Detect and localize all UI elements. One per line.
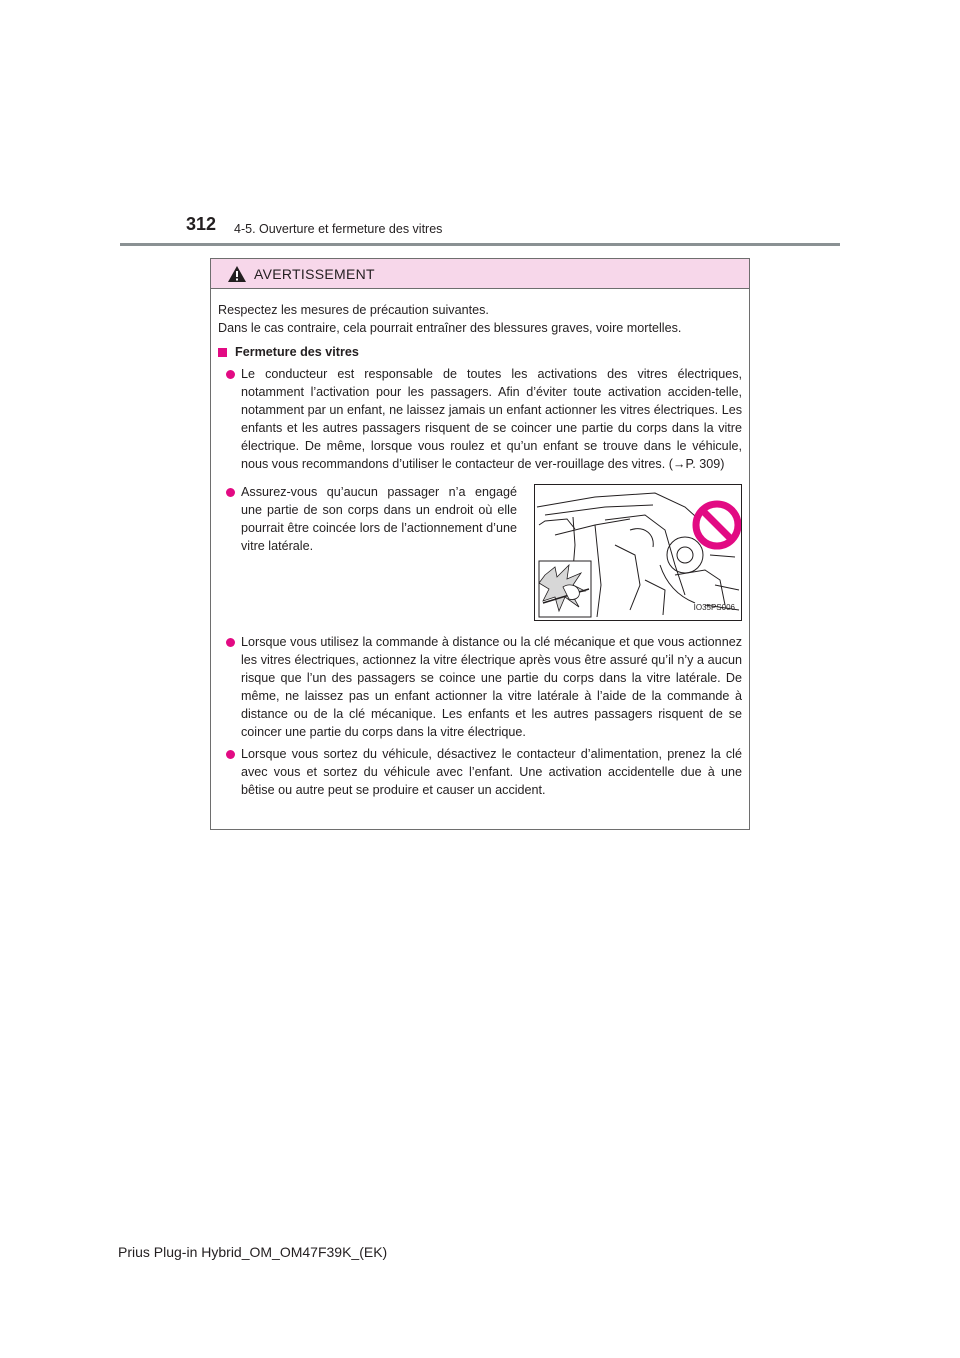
bullet-item — [218, 365, 742, 473]
warning-title: AVERTISSEMENT — [254, 265, 375, 282]
intro-line-2: Dans le cas contraire, cela pourrait entraîner des blessures graves, voire mortelles. — [218, 321, 682, 335]
square-bullet-icon — [218, 348, 227, 357]
bullet-dot-icon — [226, 638, 235, 647]
warning-intro — [218, 301, 742, 337]
warning-box — [210, 258, 750, 830]
bullet-text: Lorsque vous sortez du véhicule, désactivez le contacteur d’alimentation, prenez la clé avec vous et sortez du véhicule avec l’enfant. Une activation accidentelle due à une bêtise ou autre peut se produire et causer un accident. — [241, 747, 742, 797]
subhead-text: Fermeture des vitres — [235, 345, 359, 359]
bullet-dot-icon — [226, 488, 235, 497]
section-title: 4-5. Ouverture et fermeture des vitres — [234, 222, 443, 236]
bullet-text: Le conducteur est responsable de toutes les activations des vitres électriques, notamment l’activation pour les passagers. Afin d’éviter toute activation acciden-telle, notamment par un enfant, ne laissez jamais un enfant actionner les vitres électriques. Les enfants et les autres passagers risquent de se coincer une partie du corps dans la vitre électrique. De même, lorsque vous roulez et qu’un enfant se trouve dans le véhicule, nous vous recommandons d’utiliser le contacteur de ver-rouillage des vitres. (→P. 309) — [241, 367, 742, 471]
bullet-item-with-figure — [218, 483, 742, 621]
warning-header — [211, 259, 749, 289]
warning-body — [211, 289, 749, 799]
bullet-text: Lorsque vous utilisez la commande à distance ou la clé mécanique et que vous actionnez les vitres électriques, actionnez la vitre électrique après vous être assuré qu’il n’y a aucun risque que l’un des passagers se coince une partie du corps dans la vitre latérale. De même, ne laissez pas un enfant actionner la vitre latérale à l’aide de la commande à distance ou de la clé mécanique. Les enfants et les autres passagers risquent de se coincer une partie du corps dans la vitre électrique. — [241, 635, 742, 739]
bullet-item — [218, 745, 742, 799]
page-number: 312 — [186, 214, 217, 234]
bullet-dot-icon — [226, 750, 235, 759]
bullet-dot-icon — [226, 370, 235, 379]
bullet-text: Assurez-vous qu’aucun passager n’a engagé une partie de son corps dans un endroit où elle pourrait être coincée lors de l’actionnement d’une vitre latérale. — [241, 485, 517, 553]
warning-triangle-icon — [227, 265, 247, 283]
intro-line-1: Respectez les mesures de précaution suivantes. — [218, 303, 489, 317]
figure-code: IO35PS006 — [693, 603, 735, 612]
subhead — [218, 343, 742, 361]
illustration-window-pinch — [534, 484, 742, 621]
header-rule — [120, 243, 840, 246]
bullet-item — [218, 633, 742, 741]
footer-document-id: Prius Plug-in Hybrid_OM_OM47F39K_(EK) — [118, 1244, 388, 1260]
